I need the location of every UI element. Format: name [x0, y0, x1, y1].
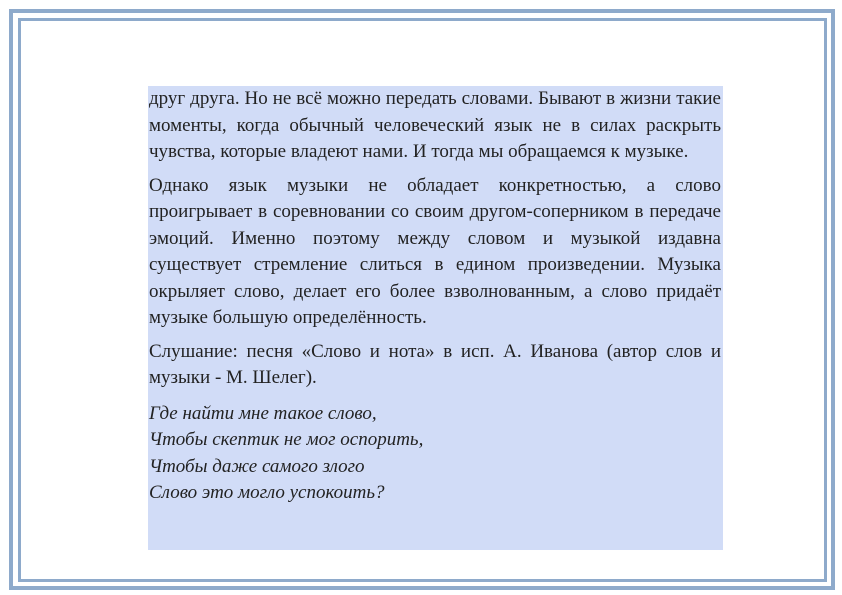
poem-line: Где найти мне такое слово,	[149, 402, 377, 424]
poem-line: Слово это могло успокоить?	[149, 482, 385, 503]
text-content-box	[148, 86, 723, 550]
paragraph-intro: друг друга. Но не всё можно передать словами. Бывают в жизни такие моменты, когда обычный человеческий язык не в силах раскрыть чувства, которые владеют нами. И тогда мы обращаемся к музыке.	[149, 88, 721, 162]
poem-quote	[149, 401, 721, 507]
paragraph-music-language: Однако язык музыки не обладает конкретностью, а слово проигрывает в соревновании со своим другом-соперником в передаче эмоций. Именно поэтому между словом и музыкой издавна существует стремление слиться в едином произведении. Музыка окрыляет слово, делает его более взволнованным, а слово придаёт музыке большую определённость.	[149, 174, 721, 328]
poem-line: Чтобы скептик не мог оспорить,	[149, 429, 424, 450]
poem-line: Чтобы даже самого злого	[149, 455, 365, 477]
paragraph-listening: Слушание: песня «Слово и нота» в исп. А. Иванова (автор слов и музыки - М. Шелег).	[149, 340, 721, 388]
